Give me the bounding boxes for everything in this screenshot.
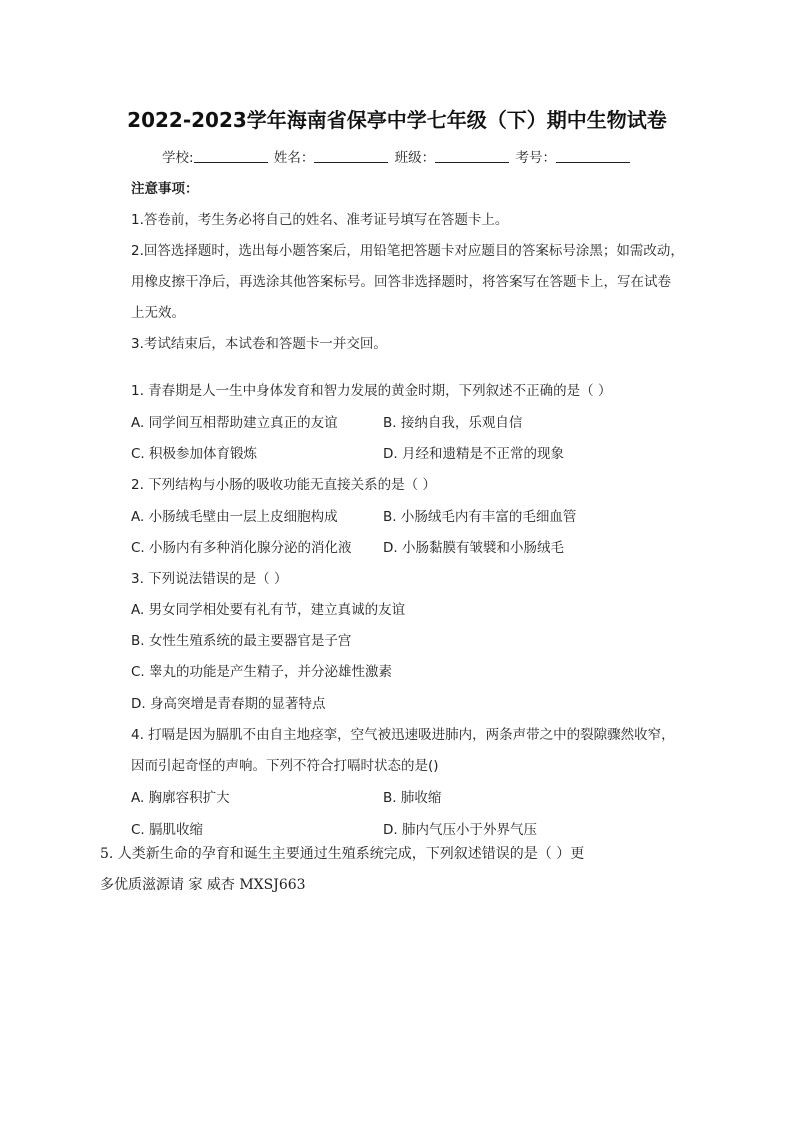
notice-item-2-line-3: 上无效。 bbox=[131, 305, 185, 321]
number-field[interactable] bbox=[556, 150, 630, 163]
question-1-option-a[interactable]: A. 同学间互相帮助建立真正的友谊 bbox=[131, 415, 338, 431]
class-label: 班级： bbox=[394, 150, 436, 166]
question-4-option-b[interactable]: B. 肺收缩 bbox=[383, 790, 442, 806]
question-5-stem-line-1: 5. 人类新生命的孕育和诞生主要通过生殖系统完成，下列叙述错误的是（ ）更 bbox=[100, 846, 585, 862]
notice-item-2-line-2: 用橡皮擦干净后，再选涂其他答案标号。回答非选择题时，将答案写在答题卡上，写在试卷 bbox=[131, 274, 671, 290]
question-1-option-d[interactable]: D. 月经和遗精是不正常的现象 bbox=[383, 446, 564, 462]
question-2-stem: 2. 下列结构与小肠的吸收功能无直接关系的是（ ） bbox=[131, 477, 436, 493]
question-4-option-d[interactable]: D. 肺内气压小于外界气压 bbox=[383, 822, 537, 838]
name-label: 姓名： bbox=[273, 150, 315, 166]
name-field[interactable] bbox=[314, 150, 388, 163]
school-field[interactable] bbox=[194, 150, 268, 163]
question-4-option-a[interactable]: A. 胸廓容积扩大 bbox=[131, 790, 230, 806]
question-3-option-b[interactable]: B. 女性生殖系统的最主要器官是子宫 bbox=[131, 633, 352, 649]
exam-title: 2022-2023学年海南省保亭中学七年级（下）期中生物试卷 bbox=[127, 108, 667, 132]
question-5-stem-line-2: 多优质滋源请 家 威杏 MXSJ663 bbox=[100, 877, 306, 893]
number-label: 考号： bbox=[515, 150, 556, 166]
student-info-row bbox=[0, 146, 794, 166]
question-2-option-c[interactable]: C. 小肠内有多种消化腺分泌的消化液 bbox=[131, 540, 352, 556]
question-4-option-c[interactable]: C. 膈肌收缩 bbox=[131, 822, 204, 838]
school-label: 学校: bbox=[162, 150, 194, 166]
class-field[interactable] bbox=[435, 150, 509, 163]
question-3-option-a[interactable]: A. 男女同学相处要有礼有节，建立真诚的友谊 bbox=[131, 602, 406, 618]
question-2-option-b[interactable]: B. 小肠绒毛内有丰富的毛细血管 bbox=[383, 509, 577, 525]
question-2-option-d[interactable]: D. 小肠黏膜有皱襞和小肠绒毛 bbox=[383, 540, 564, 556]
question-3-option-d[interactable]: D. 身高突增是青春期的显著特点 bbox=[131, 696, 326, 712]
notice-item-1: 1.答卷前，考生务必将自己的姓名、准考证号填写在答题卡上。 bbox=[131, 212, 509, 228]
notice-item-3: 3.考试结束后，本试卷和答题卡一并交回。 bbox=[131, 336, 387, 352]
question-4-stem-line-2: 因而引起奇怪的声响。下列不符合打嗝时状态的是() bbox=[131, 758, 439, 774]
question-1-option-b[interactable]: B. 接纳自我，乐观自信 bbox=[383, 415, 523, 431]
question-1-option-c[interactable]: C. 积极参加体育锻炼 bbox=[131, 446, 258, 462]
question-3-option-c[interactable]: C. 睾丸的功能是产生精子，并分泌雄性激素 bbox=[131, 664, 393, 680]
question-4-stem-line-1: 4. 打嗝是因为膈肌不由自主地痉挛，空气被迅速吸进肺内，两条声带之中的裂隙骤然收窄， bbox=[131, 727, 675, 743]
question-3-stem: 3. 下列说法错误的是（ ） bbox=[131, 571, 288, 587]
question-1-stem: 1. 青春期是人一生中身体发育和智力发展的黄金时期，下列叙述不正确的是（ ） bbox=[131, 383, 612, 399]
question-2-option-a[interactable]: A. 小肠绒毛壁由一层上皮细胞构成 bbox=[131, 509, 338, 525]
notice-heading: 注意事项： bbox=[131, 181, 199, 197]
notice-item-2-line-1: 2.回答选择题时，选出每小题答案后，用铅笔把答题卡对应题目的答案标号涂黑；如需改动， bbox=[131, 243, 684, 259]
